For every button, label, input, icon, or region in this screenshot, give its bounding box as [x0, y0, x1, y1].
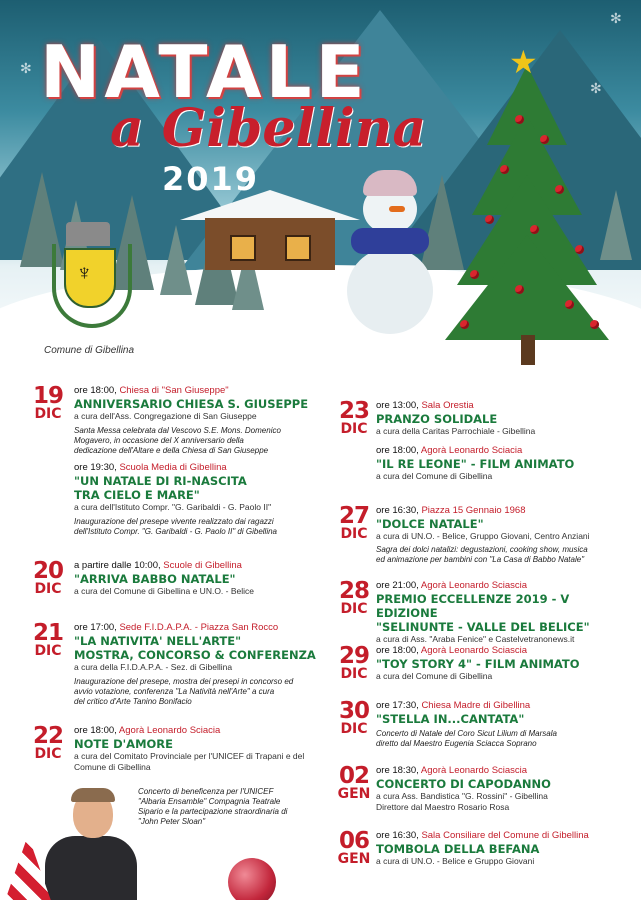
event-date: 21 DIC [32, 620, 63, 659]
poster-title: NATALE [40, 30, 369, 114]
event-organizer: a cura della Caritas Parrochiale - Gibellina [376, 426, 536, 436]
event-title: "UN NATALE DI RI-NASCITA TRA CIELO E MARE" [74, 474, 247, 502]
event-title: "LA NATIVITA' NELL'ARTE" MOSTRA, CONCORSO & CONFERENZA [74, 634, 316, 662]
event-when-where: ore 18:00, Agorà Leonardo Sciacia [376, 445, 523, 456]
event-when-where: ore 19:30, Scuola Media di Gibellina [74, 462, 227, 473]
event-title: TOMBOLA DELLA BEFANA [376, 842, 540, 856]
event-date: 06 GEN [337, 828, 371, 867]
event-organizer: a cura della F.I.D.A.P.A. - Sez. di Gibellina [74, 662, 233, 672]
event-description: Inaugurazione del presepe vivente realizzato dai ragazzi dell'Istituto Compr. "G. Garibaldi - G. Paolo II" di Gibellina [74, 517, 277, 536]
event-when-where: ore 16:30, Sala Consiliare del Comune di Gibellina [376, 830, 589, 841]
event-when-where: ore 18:00, Chiesa di "San Giuseppe" [74, 385, 229, 396]
event-organizer: a cura del Comune di Gibellina e UN.O. - Belice [74, 586, 254, 596]
event-date: 27 DIC [338, 503, 369, 542]
hero-illustration [0, 0, 641, 370]
snowflake-icon: ✻ [610, 10, 622, 26]
event-title: "STELLA IN...CANTATA" [376, 712, 525, 726]
event-description: Santa Messa celebrata dal Vescovo S.E. Mons. Domenico Mogavero, in occasione del X anniversario della dedicazione dell'Altare e della Chiesa di San Giuseppe [74, 426, 281, 455]
event-description: Concerto di beneficenza per l'UNICEF "Albaria Ensamble" Compagnia Teatrale Sipario e la partecipazione straordinaria di "John Peter Sloan" [138, 787, 288, 826]
event-date: 19 DIC [32, 383, 63, 422]
event-title: CONCERTO DI CAPODANNO [376, 777, 551, 791]
fir-tree [160, 225, 192, 295]
event-title: PRANZO SOLIDALE [376, 412, 498, 426]
event-title: ANNIVERSARIO CHIESA S. GIUSEPPE [74, 397, 309, 411]
comune-label: Comune di Gibellina [44, 345, 135, 356]
cabin-illustration [200, 190, 340, 270]
event-organizer: a cura del Comitato Provinciale per l'UNICEF di Trapani e del Comune di Gibellina [74, 751, 305, 772]
event-when-where: ore 13:00, Sala Orestia [376, 400, 474, 411]
event-when-where: ore 17:30, Chiesa Madre di Gibellina [376, 700, 531, 711]
event-when-where: ore 18:00, Agorà Leonardo Sciascia [376, 645, 528, 656]
event-when-where: ore 18:30, Agorà Leonardo Sciascia [376, 765, 528, 776]
snowman-illustration [345, 170, 435, 340]
event-when-where: ore 21:00, Agorà Leonardo Sciascia [376, 580, 528, 591]
event-organizer: a cura di UN.O. - Belice e Gruppo Giovani [376, 856, 535, 866]
event-date: 28 DIC [338, 578, 369, 617]
event-organizer: a cura di Ass. "Araba Fenice" e Castelvetranonews.it [376, 634, 575, 644]
snowflake-icon: ✻ [590, 80, 602, 96]
event-description: Sagra dei dolci natalizi: degustazioni, cooking show, musica ed animazione per bambini con "La Casa di Babbo Natale" [376, 545, 588, 564]
ornament-ball-icon [228, 858, 276, 900]
event-title: PREMIO ECCELLENZE 2019 - V EDIZIONE "SELINUNTE - VALLE DEL BELICE" [376, 592, 590, 634]
coat-of-arms-icon: ♆ [48, 222, 128, 332]
event-description: Inaugurazione del presepe, mostra dei presepi in concorso ed avvio votazione, conferenza "La Natività nell'Arte" a cura del critico d'Arte Tanino Bonifacio [74, 677, 294, 706]
event-when-where: ore 17:00, Sede F.I.D.A.P.A. - Piazza San Rocco [74, 622, 279, 633]
event-date: 29 DIC [338, 643, 369, 682]
event-organizer: a cura del Comune di Gibellina [376, 471, 493, 481]
event-title: "ARRIVA BABBO NATALE" [74, 572, 236, 586]
event-organizer: a cura del Comune di Gibellina [376, 671, 493, 681]
event-date: 23 DIC [338, 398, 369, 437]
event-date: 22 DIC [32, 723, 63, 762]
event-title: "IL RE LEONE" - FILM ANIMATO [376, 457, 575, 471]
event-date: 30 DIC [338, 698, 369, 737]
event-organizer: a cura di UN.O. - Belice, Gruppo Giovani, Centro Anziani [376, 531, 590, 541]
event-when-where: a partire dalle 10:00, Scuole di Gibellina [74, 560, 242, 571]
event-date: 20 DIC [32, 558, 63, 597]
event-when-where: ore 16:30, Piazza 15 Gennaio 1968 [376, 505, 526, 516]
event-organizer: a cura dell'Ass. Congregazione di San Giuseppe [74, 411, 257, 421]
poster-subtitle: a Gibellina [110, 98, 427, 159]
event-title: "TOY STORY 4" - FILM ANIMATO [376, 657, 580, 671]
event-title: NOTE D'AMORE [74, 737, 174, 751]
event-date: 02 GEN [337, 763, 371, 802]
christmas-tree-illustration [445, 44, 610, 365]
event-description: Concerto di Natale del Coro Sicut Lilium di Marsala diretto dal Maestro Eugenia Sciacca Soprano [376, 729, 557, 748]
snowflake-icon: ✻ [20, 60, 32, 76]
event-organizer: a cura Ass. Bandistica "G. Rossini" - Gibellina [376, 791, 548, 801]
performer-photo [45, 790, 135, 900]
poster-year: 2019 [162, 160, 260, 198]
event-when-where: ore 18:00, Agorà Leonardo Sciacia [74, 725, 221, 736]
event-title: "DOLCE NATALE" [376, 517, 484, 531]
event-description: Direttore dal Maestro Rosario Rosa [376, 802, 510, 812]
star-icon: ★ [509, 44, 538, 80]
event-organizer: a cura dell'Istituto Compr. "G. Garibaldi - G. Paolo II" [74, 502, 272, 512]
